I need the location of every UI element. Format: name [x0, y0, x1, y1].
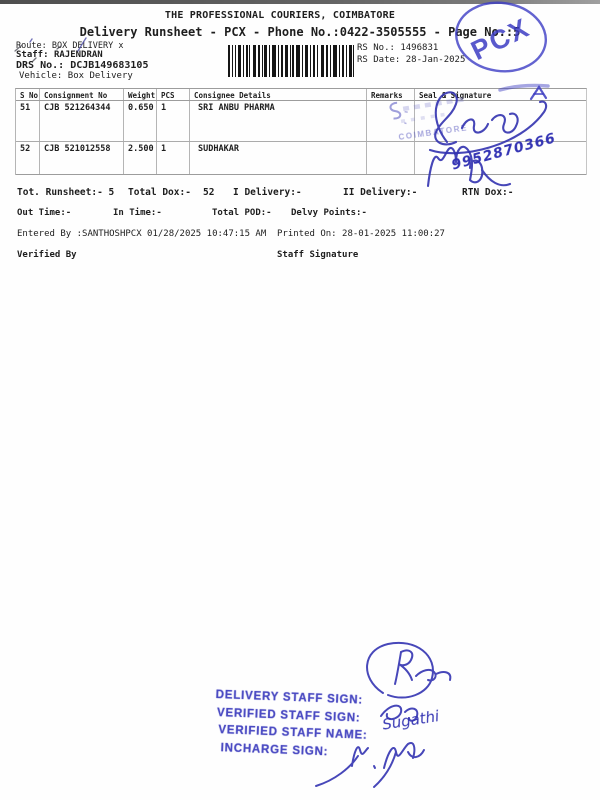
col-header-remarks: Remarks — [366, 89, 414, 100]
cell-weight: 0.650 — [123, 101, 156, 141]
cell-sno: 51 — [20, 103, 31, 113]
cell-weight: 2.500 — [123, 142, 156, 174]
document-subtitle: Delivery Runsheet - PCX - Phone No.:0422-3505555 - Page No.:5 — [79, 25, 521, 39]
rs-number: RS No.: 1496831 — [357, 43, 439, 53]
staff-label: Staff: — [16, 50, 49, 60]
staff-value: RAJENDRAN — [53, 50, 103, 60]
cell-consignee: SUDHAKAR — [189, 142, 366, 174]
route-value: BOX DELIVERY x — [51, 41, 124, 51]
vehicle-value: Box Delivery — [67, 71, 133, 81]
document-title: THE PROFESSIONAL COURIERS, COIMBATORE — [164, 10, 396, 21]
col-header-consignment: Consignment No — [39, 89, 123, 100]
drs-label: DRS No.: — [16, 60, 65, 71]
drs-line — [16, 60, 148, 71]
delivery-staff-signature — [367, 643, 450, 698]
route-label: Route: — [16, 41, 47, 51]
verified-by-label: Verified By — [17, 250, 77, 260]
in-time-label: In Time:- — [113, 208, 162, 218]
incharge-sign-label: INCHARGE SIGN: — [220, 741, 329, 758]
total-dox-value: 52 — [203, 187, 215, 198]
total-pod-label: Total POD:- — [212, 208, 272, 218]
vehicle-line — [19, 71, 133, 81]
col-header-seal-signature: Seal & Signature — [414, 89, 586, 100]
total-dox-label: Total Dox:- — [128, 187, 191, 198]
pcx-round-stamp — [448, 0, 558, 80]
rs-date: RS Date: 28-Jan-2025 — [357, 55, 466, 65]
runsheet-table — [15, 88, 587, 175]
handwritten-staff-name: Sugathi — [381, 707, 441, 734]
vehicle-label: Vehicle: — [19, 71, 63, 81]
staff-line — [16, 50, 103, 60]
barcode — [228, 45, 354, 77]
staff-signature-label: Staff Signature — [277, 250, 359, 260]
ii-delivery-label: II Delivery:- — [343, 187, 418, 198]
delivery-staff-sign-label: DELIVERY STAFF SIGN: — [215, 688, 364, 707]
verified-staff-sign-label: VERIFIED STAFF SIGN: — [216, 706, 361, 725]
entered-by-line: Entered By :SANTHOSHPCX 01/28/2025 10:47:15 AM — [17, 229, 267, 239]
cell-pcs: 1 — [156, 142, 189, 174]
cell-consignment: CJB 521264344 — [39, 101, 123, 141]
out-time-label: Out Time:- — [17, 208, 72, 218]
handwritten-phone-number: 9952870366 — [449, 130, 558, 174]
table-header-row — [16, 89, 586, 101]
printed-on-line: Printed On: 28-01-2025 11:00:27 — [277, 229, 445, 239]
cell-remarks — [366, 142, 414, 174]
col-header-weight: Weight — [123, 89, 156, 100]
col-header-sno: S No — [20, 91, 39, 100]
table-row — [16, 101, 586, 142]
cell-sno: 52 — [20, 144, 31, 154]
cell-consignment: CJB 521012558 — [39, 142, 123, 174]
footer-sign-stamp — [213, 687, 369, 763]
drs-value: DCJB149683105 — [70, 60, 149, 71]
pcx-stamp-text: PCX — [466, 12, 535, 67]
col-header-consignee: Consignee Details — [189, 89, 366, 100]
col-header-pcs: PCS — [156, 89, 189, 100]
cell-pcs: 1 — [156, 101, 189, 141]
delvy-points-label: Delvy Points:- — [291, 208, 367, 218]
verified-staff-name-label: VERIFIED STAFF NAME: — [218, 724, 368, 742]
i-delivery-label: I Delivery:- — [233, 187, 302, 198]
consignee-seal-stamp-city: COIMBATORE — [398, 123, 469, 142]
cell-consignee: SRI ANBU PHARMA — [189, 101, 366, 141]
total-runsheet: Tot. Runsheet:- 5 — [17, 187, 115, 198]
rtn-dox-label: RTN Dox:- — [462, 187, 514, 198]
